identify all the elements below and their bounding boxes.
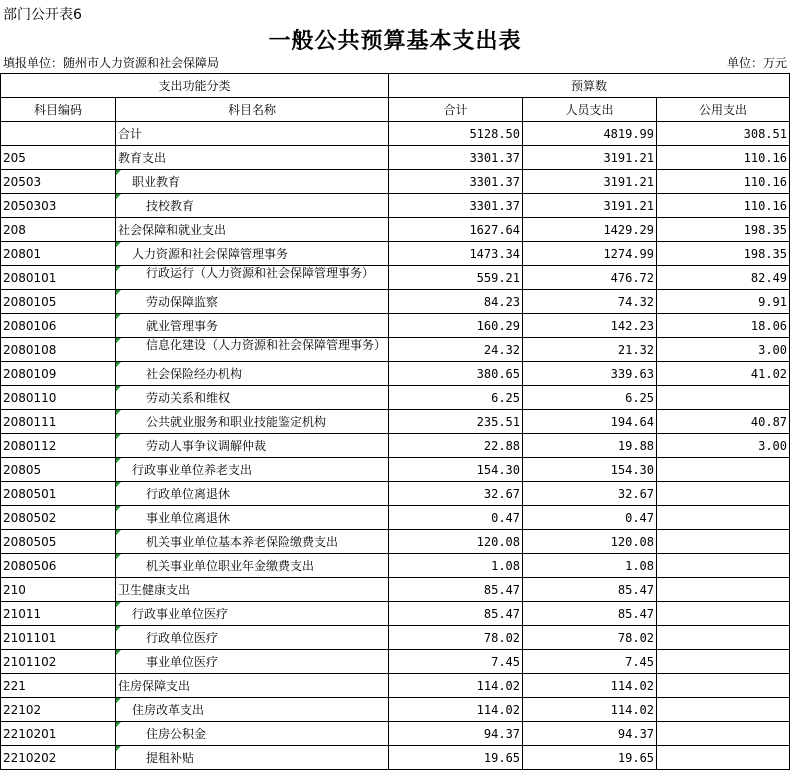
header-personnel: 人员支出 (523, 98, 657, 122)
row-name-text: 教育支出 (118, 150, 167, 165)
row-public (657, 554, 790, 578)
row-total: 154.30 (389, 458, 523, 482)
row-name-text: 就业管理事务 (146, 318, 219, 333)
table-row (1, 122, 790, 146)
row-name (116, 122, 389, 146)
table-row (1, 722, 790, 746)
row-public (657, 602, 790, 626)
row-personnel: 74.32 (523, 290, 657, 314)
row-total: 84.23 (389, 290, 523, 314)
row-total: 85.47 (389, 602, 523, 626)
table-row (1, 674, 790, 698)
row-name (116, 650, 389, 674)
cell-comment-marker-icon (116, 650, 121, 655)
header-code: 科目编码 (1, 98, 116, 122)
row-personnel: 1429.29 (523, 218, 657, 242)
row-public (657, 506, 790, 530)
row-personnel: 3191.21 (523, 194, 657, 218)
table-row (1, 218, 790, 242)
row-name (116, 626, 389, 650)
row-personnel: 120.08 (523, 530, 657, 554)
cell-comment-marker-icon (116, 530, 121, 535)
row-name (116, 698, 389, 722)
table-row (1, 746, 790, 770)
row-name-text: 劳动人事争议调解仲裁 (146, 438, 267, 453)
table-row (1, 554, 790, 578)
row-code: 2080101 (1, 266, 116, 290)
row-personnel: 154.30 (523, 458, 657, 482)
row-name (116, 314, 389, 338)
row-personnel: 78.02 (523, 626, 657, 650)
row-personnel: 114.02 (523, 674, 657, 698)
row-name-text: 事业单位离退休 (146, 510, 231, 525)
row-public (657, 458, 790, 482)
row-total: 114.02 (389, 698, 523, 722)
row-name (116, 410, 389, 434)
row-name (116, 602, 389, 626)
row-name-text: 劳动保障监察 (146, 294, 219, 309)
table-row (1, 338, 790, 362)
cell-comment-marker-icon (116, 386, 121, 391)
table-row (1, 698, 790, 722)
row-code: 221 (1, 674, 116, 698)
header-row-columns (1, 98, 790, 122)
document-label: 部门公开表6 (3, 7, 82, 23)
row-public: 110.16 (657, 170, 790, 194)
row-public (657, 626, 790, 650)
row-name (116, 194, 389, 218)
row-total: 380.65 (389, 362, 523, 386)
row-name-text: 住房保障支出 (118, 678, 191, 693)
row-total: 24.32 (389, 338, 523, 362)
row-personnel: 19.65 (523, 746, 657, 770)
table-row (1, 386, 790, 410)
row-total: 7.45 (389, 650, 523, 674)
header-name: 科目名称 (116, 98, 389, 122)
row-public: 110.16 (657, 194, 790, 218)
cell-comment-marker-icon (116, 194, 121, 199)
row-total: 0.47 (389, 506, 523, 530)
table-row (1, 314, 790, 338)
table-row (1, 506, 790, 530)
cell-comment-marker-icon (116, 626, 121, 631)
row-public (657, 698, 790, 722)
row-code: 22102 (1, 698, 116, 722)
row-personnel: 32.67 (523, 482, 657, 506)
table-row (1, 266, 790, 290)
row-public: 198.35 (657, 218, 790, 242)
table-row (1, 434, 790, 458)
row-name (116, 242, 389, 266)
cell-comment-marker-icon (116, 290, 121, 295)
row-code: 208 (1, 218, 116, 242)
row-code: 2080106 (1, 314, 116, 338)
cell-comment-marker-icon (116, 482, 121, 487)
row-code: 2210201 (1, 722, 116, 746)
cell-comment-marker-icon (116, 458, 121, 463)
row-code: 2080109 (1, 362, 116, 386)
row-code: 2080105 (1, 290, 116, 314)
row-name (116, 218, 389, 242)
row-total: 1.08 (389, 554, 523, 578)
header-budget: 预算数 (389, 74, 790, 98)
cell-comment-marker-icon (116, 554, 121, 559)
reporting-unit: 填报单位：随州市人力资源和社会保障局 (3, 56, 220, 70)
cell-comment-marker-icon (116, 314, 121, 319)
cell-comment-marker-icon (116, 338, 121, 343)
row-total: 85.47 (389, 578, 523, 602)
row-code: 2080506 (1, 554, 116, 578)
cell-comment-marker-icon (116, 698, 121, 703)
row-total: 3301.37 (389, 146, 523, 170)
row-personnel: 7.45 (523, 650, 657, 674)
header-row-top (1, 74, 790, 98)
row-name-text: 社会保险经办机构 (146, 366, 243, 381)
row-total: 19.65 (389, 746, 523, 770)
row-name (116, 674, 389, 698)
row-code: 2101101 (1, 626, 116, 650)
row-name (116, 434, 389, 458)
table-row (1, 146, 790, 170)
row-public: 308.51 (657, 122, 790, 146)
table-row (1, 578, 790, 602)
row-name-text: 行政运行（人力资源和社会保障管理事务） (146, 266, 375, 280)
row-total: 114.02 (389, 674, 523, 698)
cell-comment-marker-icon (116, 746, 121, 751)
row-name (116, 578, 389, 602)
row-total: 235.51 (389, 410, 523, 434)
row-code (1, 122, 116, 146)
row-code: 2080502 (1, 506, 116, 530)
row-name (116, 338, 389, 362)
row-personnel: 114.02 (523, 698, 657, 722)
table-row (1, 290, 790, 314)
row-name (116, 362, 389, 386)
row-name-text: 公共就业服务和职业技能鉴定机构 (146, 414, 327, 429)
cell-comment-marker-icon (116, 266, 121, 271)
table-row (1, 242, 790, 266)
header-total: 合计 (389, 98, 523, 122)
cell-comment-marker-icon (116, 722, 121, 727)
row-public (657, 650, 790, 674)
row-public: 3.00 (657, 338, 790, 362)
row-name (116, 554, 389, 578)
row-code: 21011 (1, 602, 116, 626)
row-name (116, 482, 389, 506)
table-row (1, 650, 790, 674)
budget-table (0, 73, 790, 770)
row-personnel: 1.08 (523, 554, 657, 578)
row-code: 2080111 (1, 410, 116, 434)
row-total: 1473.34 (389, 242, 523, 266)
row-name-text: 人力资源和社会保障管理事务 (132, 246, 289, 261)
row-total: 160.29 (389, 314, 523, 338)
row-personnel: 194.64 (523, 410, 657, 434)
row-total: 22.88 (389, 434, 523, 458)
table-row (1, 602, 790, 626)
row-total: 559.21 (389, 266, 523, 290)
row-code: 2080108 (1, 338, 116, 362)
row-personnel: 1274.99 (523, 242, 657, 266)
table-row (1, 458, 790, 482)
row-personnel: 85.47 (523, 578, 657, 602)
row-name (116, 530, 389, 554)
row-code: 2050303 (1, 194, 116, 218)
row-public: 41.02 (657, 362, 790, 386)
row-personnel: 19.88 (523, 434, 657, 458)
row-personnel: 339.63 (523, 362, 657, 386)
row-personnel: 0.47 (523, 506, 657, 530)
row-name (116, 266, 389, 290)
row-code: 205 (1, 146, 116, 170)
row-name-text: 社会保障和就业支出 (118, 222, 227, 237)
row-code: 2080501 (1, 482, 116, 506)
row-public (657, 386, 790, 410)
row-name-text: 机关事业单位基本养老保险缴费支出 (146, 534, 339, 549)
row-code: 20503 (1, 170, 116, 194)
row-name-text: 事业单位医疗 (146, 654, 219, 669)
row-public (657, 482, 790, 506)
cell-comment-marker-icon (116, 242, 121, 247)
row-public: 82.49 (657, 266, 790, 290)
row-personnel: 142.23 (523, 314, 657, 338)
row-total: 3301.37 (389, 170, 523, 194)
table-row (1, 482, 790, 506)
row-code: 20805 (1, 458, 116, 482)
row-name (116, 506, 389, 530)
row-total: 78.02 (389, 626, 523, 650)
row-name (116, 386, 389, 410)
row-name-text: 信息化建设（人力资源和社会保障管理事务） (146, 338, 387, 352)
header-function-class: 支出功能分类 (1, 74, 389, 98)
row-total: 32.67 (389, 482, 523, 506)
table-row (1, 170, 790, 194)
row-personnel: 3191.21 (523, 146, 657, 170)
row-name (116, 170, 389, 194)
row-name (116, 290, 389, 314)
cell-comment-marker-icon (116, 170, 121, 175)
row-name (116, 722, 389, 746)
row-name-text: 行政单位医疗 (146, 630, 219, 645)
row-public (657, 530, 790, 554)
row-name-text: 职业教育 (132, 174, 181, 189)
row-code: 2210202 (1, 746, 116, 770)
table-row (1, 530, 790, 554)
row-name (116, 458, 389, 482)
row-total: 6.25 (389, 386, 523, 410)
row-name-text: 提租补贴 (146, 750, 195, 765)
row-name-text: 行政事业单位养老支出 (132, 462, 253, 477)
cell-comment-marker-icon (116, 602, 121, 607)
cell-comment-marker-icon (116, 362, 121, 367)
row-total: 120.08 (389, 530, 523, 554)
row-public: 3.00 (657, 434, 790, 458)
row-personnel: 6.25 (523, 386, 657, 410)
row-public (657, 722, 790, 746)
row-name (116, 746, 389, 770)
row-total: 1627.64 (389, 218, 523, 242)
row-name-text: 卫生健康支出 (118, 582, 191, 597)
table-row (1, 194, 790, 218)
page-title: 一般公共预算基本支出表 (268, 28, 522, 54)
unit-line (3, 54, 787, 70)
row-personnel: 21.32 (523, 338, 657, 362)
row-code: 210 (1, 578, 116, 602)
table-row (1, 410, 790, 434)
row-public: 40.87 (657, 410, 790, 434)
table-row (1, 626, 790, 650)
row-personnel: 476.72 (523, 266, 657, 290)
row-personnel: 94.37 (523, 722, 657, 746)
row-code: 2080505 (1, 530, 116, 554)
cell-comment-marker-icon (116, 410, 121, 415)
row-code: 2080112 (1, 434, 116, 458)
table-row (1, 362, 790, 386)
row-name-text: 机关事业单位职业年金缴费支出 (146, 558, 315, 573)
row-name-text: 劳动关系和维权 (146, 390, 231, 405)
row-total: 94.37 (389, 722, 523, 746)
row-name-text: 行政事业单位医疗 (132, 606, 229, 621)
row-public (657, 746, 790, 770)
row-public (657, 674, 790, 698)
row-name-text: 住房改革支出 (132, 702, 205, 717)
row-code: 2101102 (1, 650, 116, 674)
row-name (116, 146, 389, 170)
row-public: 18.06 (657, 314, 790, 338)
row-public: 110.16 (657, 146, 790, 170)
cell-comment-marker-icon (116, 434, 121, 439)
row-public: 9.91 (657, 290, 790, 314)
currency-unit: 单位：万元 (726, 56, 787, 70)
row-code: 2080110 (1, 386, 116, 410)
row-name-text: 技校教育 (146, 198, 195, 213)
row-name-text: 合计 (118, 126, 143, 141)
row-code: 20801 (1, 242, 116, 266)
header-public: 公用支出 (657, 98, 790, 122)
row-personnel: 3191.21 (523, 170, 657, 194)
row-public (657, 578, 790, 602)
row-personnel: 85.47 (523, 602, 657, 626)
row-name-text: 行政单位离退休 (146, 486, 231, 501)
row-total: 5128.50 (389, 122, 523, 146)
row-total: 3301.37 (389, 194, 523, 218)
cell-comment-marker-icon (116, 506, 121, 511)
row-personnel: 4819.99 (523, 122, 657, 146)
row-public: 198.35 (657, 242, 790, 266)
row-name-text: 住房公积金 (146, 726, 207, 741)
